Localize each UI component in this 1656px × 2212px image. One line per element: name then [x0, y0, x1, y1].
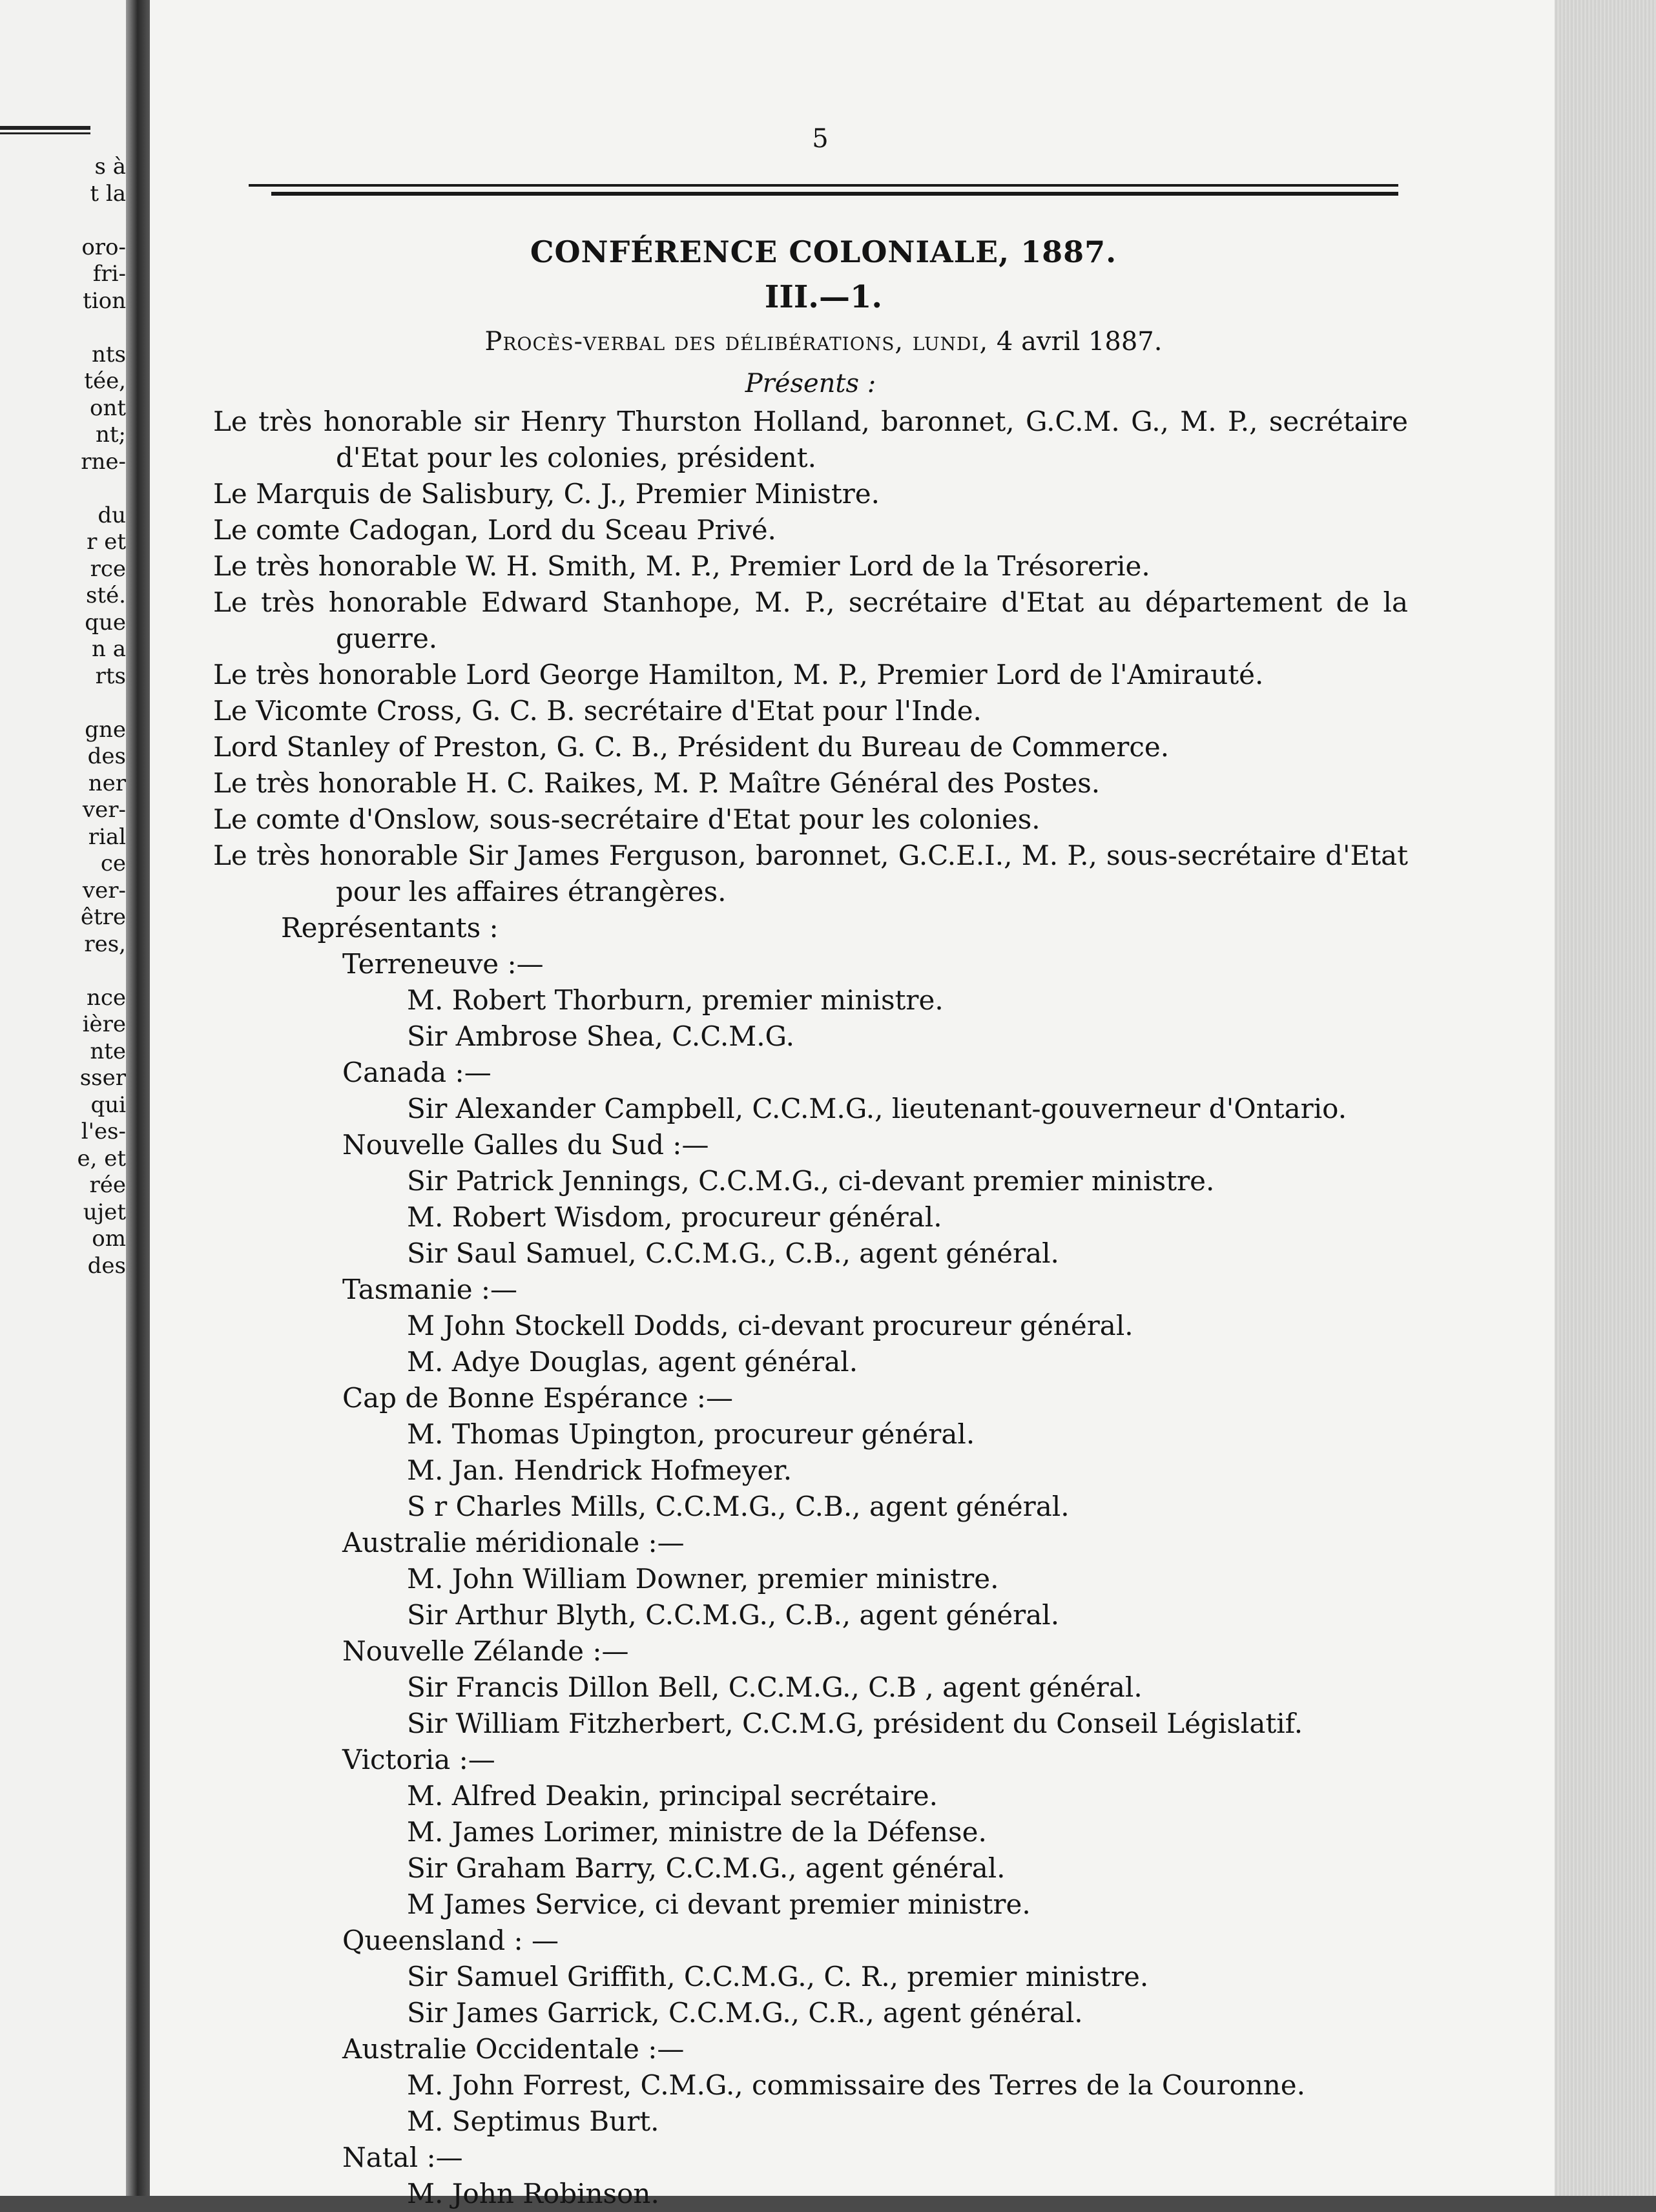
left-page-fragment	[0, 0, 132, 2196]
delegate-item: Sir William Fitzherbert, C.C.M.G, président du Conseil Législatif.	[407, 1708, 1303, 1739]
delegate-list	[213, 982, 1408, 1055]
left-page-fragment-line: des	[87, 1252, 126, 1279]
delegate-list	[213, 1959, 1408, 2031]
presents-item: Le très honorable Edward Stanhope, M. P., secrétaire d'Etat au département de la guerre.	[213, 586, 1408, 654]
delegate-list	[213, 1163, 1408, 1272]
left-page-fragment-line: des	[87, 743, 126, 769]
header-rule-top	[249, 184, 1398, 187]
delegate-list	[213, 1778, 1408, 1923]
presents-item: Le très honorable Sir James Ferguson, baronnet, G.C.E.I., M. P., sous-secrétaire d'Etat pour les affaires étrangères.	[213, 840, 1408, 907]
left-page-fragment-line	[0, 690, 126, 717]
left-page-fragment-line: ujet	[83, 1199, 126, 1225]
left-page-fragment-line: sser	[79, 1065, 126, 1091]
left-page-fragment-line: res,	[84, 931, 126, 957]
left-page-fragment-line: ner	[88, 770, 126, 796]
left-page-rule	[0, 126, 90, 130]
delegate-item: Sir Samuel Griffith, C.C.M.G., C. R., premier ministre.	[407, 1961, 1149, 1992]
left-page-fragment-line: oro-	[81, 234, 126, 260]
delegate-list	[213, 1416, 1408, 1525]
left-page-fragment-line: rts	[95, 663, 126, 689]
left-page-fragment-line: tion	[83, 287, 126, 314]
presents-item: Le très honorable Lord George Hamilton, M. P., Premier Lord de l'Amirauté.	[213, 659, 1264, 690]
delegate-item: M. John William Downer, premier ministre.	[407, 1563, 999, 1595]
document-title: CONFÉRENCE COLONIALE, 1887.	[530, 234, 1117, 269]
left-page-fragment-line	[0, 315, 126, 342]
delegate-item: M. Septimus Burt.	[407, 2105, 659, 2137]
presents-item: Le comte d'Onslow, sous-secrétaire d'Etat pour les colonies.	[213, 803, 1040, 835]
delegate-item: Sir Saul Samuel, C.C.M.G., C.B., agent général.	[407, 1237, 1059, 1269]
left-page-fragment-line: t la	[90, 180, 126, 207]
delegate-item: Sir Alexander Campbell, C.C.M.G., lieutenant-gouverneur d'Ontario.	[407, 1093, 1347, 1124]
proces-verbal-label: Procès-verbal des délibérations, lundi,	[484, 327, 989, 357]
delegate-item: M. James Lorimer, ministre de la Défense.	[407, 1816, 987, 1848]
colony-list	[213, 946, 1408, 2212]
colony-name: Nouvelle Galles du Sud :—	[342, 1129, 709, 1161]
left-page-fragment-line: ière	[82, 1011, 126, 1037]
colony-entry	[213, 2031, 1408, 2140]
colony-name: Tasmanie :—	[342, 1274, 518, 1305]
left-page-fragment-line: que	[85, 609, 126, 636]
left-page-fragment-line: ver-	[82, 797, 126, 823]
left-page-fragment-line: nts	[91, 341, 126, 367]
delegate-list	[213, 1561, 1408, 1633]
section-heading: III.—1.	[764, 279, 883, 315]
colony-entry	[213, 1127, 1408, 1272]
colony-name: Queensland : —	[342, 1925, 559, 1956]
colony-entry	[213, 1742, 1408, 1923]
delegate-list	[213, 1091, 1408, 1127]
delegate-item: M. Adye Douglas, agent général.	[407, 1346, 858, 1378]
page-number: 5	[812, 124, 829, 154]
presents-item: Le très honorable sir Henry Thurston Holland, baronnet, G.C.M. G., M. P., secrétaire d'Etat pour les colonies, président.	[213, 406, 1408, 473]
proces-verbal-date: 4 avril 1887.	[996, 327, 1163, 357]
presents-item: Le Marquis de Salisbury, C. J., Premier Ministre.	[213, 478, 880, 510]
left-page-fragment-line: r et	[87, 529, 126, 555]
delegate-item: Sir Francis Dillon Bell, C.C.M.G., C.B , agent général.	[407, 1671, 1143, 1703]
delegate-item: M. John Robinson.	[407, 2178, 659, 2209]
left-page-fragment-line	[0, 207, 126, 234]
colony-name: Terreneuve :—	[342, 948, 544, 980]
presents-item: Le très honorable H. C. Raikes, M. P. Maître Général des Postes.	[213, 767, 1101, 799]
left-page-fragment-line: ce	[100, 851, 126, 876]
left-page-fragment-line: nte	[90, 1038, 126, 1064]
colony-entry	[213, 1633, 1408, 1742]
delegate-list	[213, 1669, 1408, 1742]
delegate-item: S r Charles Mills, C.C.M.G., C.B., agent général.	[407, 1491, 1070, 1522]
colony-name: Australie Occidentale :—	[342, 2033, 685, 2065]
delegate-item: M. Robert Wisdom, procureur général.	[407, 1201, 942, 1233]
left-page-text-fragments	[0, 154, 126, 1279]
delegate-item: M. Robert Thorburn, premier ministre.	[407, 984, 944, 1016]
delegate-list	[213, 1308, 1408, 1380]
delegate-item: Sir Graham Barry, C.C.M.G., agent général.	[407, 1852, 1006, 1884]
left-page-fragment-line: rial	[88, 823, 126, 850]
delegate-item: Sir Patrick Jennings, C.C.M.G., ci-devant premier ministre.	[407, 1165, 1215, 1197]
representatives-label: Représentants :	[281, 912, 499, 944]
left-page-rule-thin	[0, 132, 90, 134]
left-page-fragment-line: qui	[90, 1091, 126, 1118]
book-gutter	[126, 0, 152, 2196]
delegate-item: M. Jan. Hendrick Hofmeyer.	[407, 1454, 792, 1486]
colony-name: Canada :—	[342, 1057, 492, 1088]
document-body	[213, 229, 1408, 2212]
colony-entry	[213, 1525, 1408, 1633]
colony-name: Australie méridionale :—	[342, 1527, 685, 1558]
presents-list	[213, 404, 1408, 910]
delegate-item: M. Thomas Upington, procureur général.	[407, 1418, 975, 1450]
colony-entry	[213, 946, 1408, 1055]
left-page-fragment-line: nt;	[95, 422, 126, 448]
left-page-fragment-line: om	[92, 1226, 126, 1252]
presents-item: Lord Stanley of Preston, G. C. B., Président du Bureau de Commerce.	[213, 731, 1170, 763]
colony-entry	[213, 1272, 1408, 1380]
colony-entry	[213, 2140, 1408, 2212]
colony-name: Nouvelle Zélande :—	[342, 1635, 629, 1667]
delegate-item: M John Stockell Dodds, ci-devant procureur général.	[407, 1310, 1133, 1341]
left-page-fragment-line: rce	[90, 555, 126, 582]
colony-name: Cap de Bonne Espérance :—	[342, 1382, 733, 1414]
colony-entry	[213, 1923, 1408, 2031]
presents-item: Le comte Cadogan, Lord du Sceau Privé.	[213, 514, 776, 546]
left-page-fragment-line: l'es-	[81, 1119, 126, 1144]
header-rule-bottom	[271, 192, 1398, 196]
left-page-fragment-line: n a	[92, 636, 126, 662]
left-page-fragment-line	[0, 958, 126, 985]
delegate-item: Sir Arthur Blyth, C.C.M.G., C.B., agent général.	[407, 1599, 1060, 1631]
left-page-fragment-line: ver-	[82, 877, 126, 904]
delegate-item: M James Service, ci devant premier ministre.	[407, 1888, 1031, 1920]
page-fore-edge	[1555, 0, 1656, 2196]
left-page-fragment-line: rne-	[81, 448, 126, 475]
left-page-fragment-line: rée	[89, 1172, 126, 1198]
delegate-list	[213, 2067, 1408, 2140]
left-page-fragment-line: fri-	[92, 261, 126, 287]
left-page-fragment-line: s à	[94, 154, 126, 180]
delegate-item: M. John Forrest, C.M.G., commissaire des Terres de la Couronne.	[407, 2069, 1305, 2101]
delegate-item: Sir James Garrick, C.C.M.G., C.R., agent général.	[407, 1997, 1083, 2029]
delegate-item: M. Alfred Deakin, principal secrétaire.	[407, 1780, 938, 1812]
left-page-fragment-line: gne	[85, 716, 126, 743]
left-page-fragment-line: ont	[89, 395, 126, 421]
colony-name: Victoria :—	[342, 1744, 495, 1775]
delegate-item: Sir Ambrose Shea, C.C.M.G.	[407, 1020, 794, 1052]
left-page-fragment-line: être	[80, 904, 126, 930]
presents-item: Le Vicomte Cross, G. C. B. secrétaire d'Etat pour l'Inde.	[213, 695, 982, 727]
proces-verbal-heading	[213, 320, 1408, 364]
presents-label: Présents :	[745, 369, 876, 398]
left-page-fragment-line: e, et	[77, 1145, 126, 1172]
colony-entry	[213, 1380, 1408, 1525]
delegate-list	[213, 2176, 1408, 2212]
left-page-fragment-line: nce	[86, 984, 126, 1011]
colony-entry	[213, 1055, 1408, 1127]
left-page-fragment-line: sté.	[85, 583, 126, 608]
left-page-fragment-line: du	[98, 502, 126, 528]
colony-name: Natal :—	[342, 2142, 463, 2173]
left-page-fragment-line: tée,	[84, 368, 126, 394]
left-page-fragment-line	[0, 475, 126, 502]
presents-item: Le très honorable W. H. Smith, M. P., Premier Lord de la Trésorerie.	[213, 550, 1150, 582]
